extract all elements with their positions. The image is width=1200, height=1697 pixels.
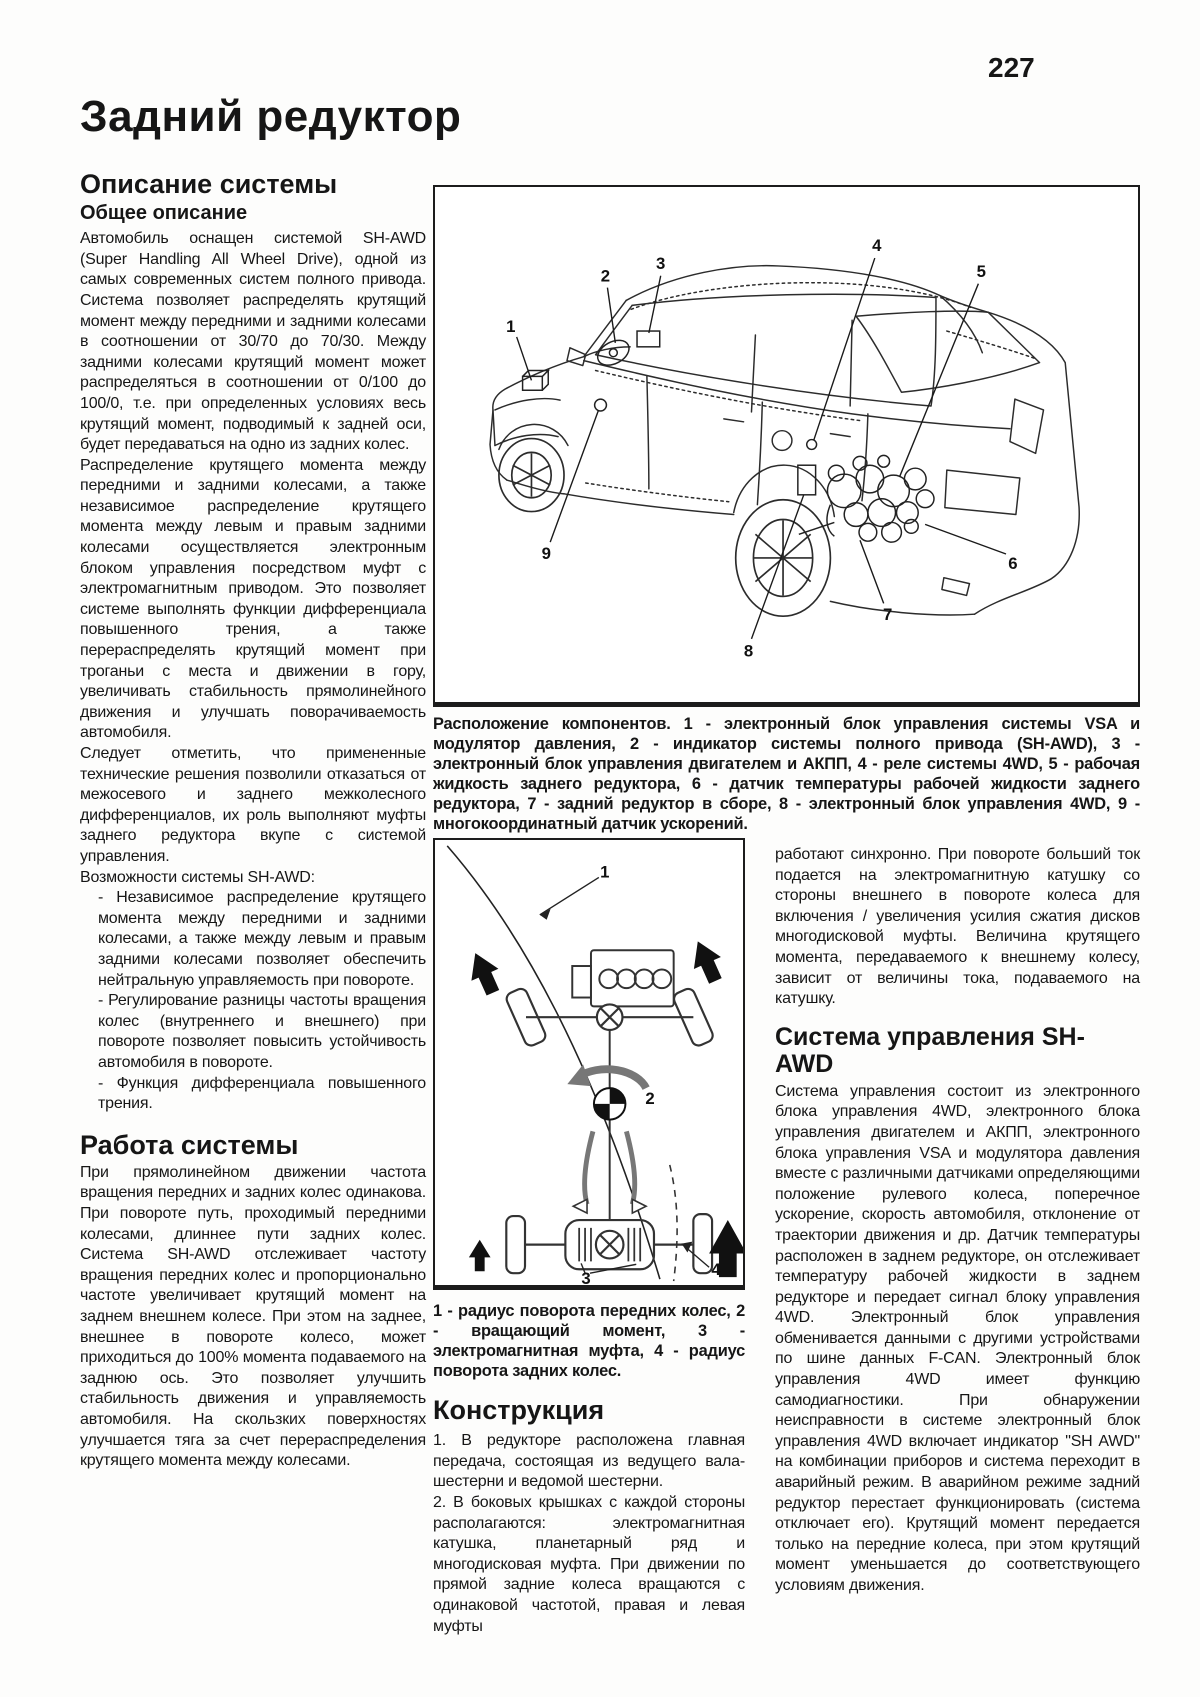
bullet-item: - Независимое распределение крутящего момента между передними и задними колесами, а также между левым и правым задними колесами позволяет обеспечить нейтральную управляемость при повороте.: [98, 889, 426, 989]
relay-marker: [807, 440, 817, 450]
heading-control-system: Система управления SH-AWD: [775, 1022, 1085, 1078]
car-body: [490, 266, 1079, 615]
figure1-caption-wrap: [433, 714, 1140, 834]
engine-block: [572, 950, 673, 1006]
heading-general-description: Общее описание: [80, 202, 248, 225]
engine-ecu-marker: [637, 331, 660, 347]
yaw-moment-symbol: [567, 1064, 646, 1119]
callout-1: 1: [506, 317, 516, 337]
page-title: Задний редуктор: [80, 92, 462, 141]
callout-7: 7: [882, 605, 893, 625]
callout-4: 4: [872, 236, 882, 256]
accel-sensor-marker: [595, 399, 607, 411]
callout-9: 9: [541, 543, 551, 563]
4wd-ecu-marker: [798, 465, 816, 495]
front-axle: [526, 1004, 693, 1030]
heading-construction: Конструкция: [433, 1395, 605, 1425]
figure1-caption: Расположение компонентов. 1 - электронный блок управления системы VSA и модулятор давления, 2 - индикатор системы полного привода (SH-AWD), 3 - электронный блок управления двигателем и АКПП, 4 - реле системы 4WD, 5 - рабочая жидкость заднего редуктора, 6 - датчик температуры рабочей жидкости заднего редуктора, 7 - задний редуктор в сборе, 8 - электронный блок управления 4WD, 9 - многокоординатный датчик ускорений.: [433, 715, 1140, 833]
schematic-numbers: [581, 862, 721, 1285]
schematic-label-1: 1: [600, 862, 610, 882]
schematic-label-4: 4: [711, 1260, 721, 1280]
front-right-arrow: [684, 935, 729, 987]
paragraph: При прямолинейном движении частота вращения передних и задних колес одинакова. При повороте путь, проходимый передними колесами, длиннее пути задних колес. Система SH-AWD отслеживает частоту вращения передних колес и пропорционально частоте увеличивает крутящий момент на заднем внешнем колесе. При этом на заднее, внешнее в повороте колесо, может приходиться до 100% момента подаваемого на заднюю ось. Это позволяет улучшить стабильность движения и управляемость автомобиля. На скользких поверхностях улучшается тяга за счет перераспределения крутящего момента между колесами.: [80, 1163, 426, 1470]
figure-turning-schematic: [433, 838, 745, 1290]
heading-system-operation: Работа системы: [80, 1129, 299, 1160]
rear-differential-cluster: [799, 455, 934, 542]
paragraph: 1. В редукторе расположена главная передача, состоящая из ведущего вала-шестерни и ведомой шестерни.: [433, 1432, 745, 1491]
rear-right-wheel: [693, 1214, 712, 1273]
rear-differential: [525, 1220, 693, 1269]
page-number: 227: [988, 52, 1035, 83]
drivetrain-schematic: [435, 840, 743, 1285]
label1-leader: [540, 877, 599, 919]
paragraph: Система управления состоит из электронного блока управления 4WD, электронного блока управления двигателем и АКПП, электронного блока управления VSA и модулятора давления вместе с различными датчиками определяющими положение рулевого колеса, поперечное ускорение, скорость автомобиля, отклонение от траектории движения и др. Датчик температуры расположен в заднем редукторе, он отслеживает температуру рабочей жидкости в заднем редукторе и передает сигнал блоку управления 4WD. Электронный блок управления обменивается данными с другими устройствами по шине данных F-CAN. Электронный блок управления 4WD имеет функцию самодиагностики. При обнаружении неисправности в системе электронный блок управления 4WD включает индикатор "SH AWD" на комбинации приборов и система переходит в аварийный режим. В аварийном режиме задний редуктор перестает функционировать (система отключает его). Крутящий момент передается только на передние колеса, при этом крутящий момент уменьшается до соответствующего условиям движения.: [775, 1082, 1140, 1594]
right-clutch-pack: [628, 1228, 640, 1261]
figure2-caption-wrap: [433, 1301, 745, 1381]
component-markers: [523, 331, 817, 495]
left-column: [80, 170, 426, 1472]
left-clutch-pack: [579, 1228, 591, 1261]
paragraph: Распределение крутящего момента между передними и задними колесами, а также независимое распределение крутящего момента между левым и правым задними колесами осуществляется электронным блоком управления посредством муфт с электромагнитным приводом. Это позволяет системе выполнять функции дифференциала повышенного трения, а также перераспределять крутящий момент при троганьи с места и движении в гору, увеличивать стабильность прямолинейного движения и улучшать поворачиваемость автомобиля.: [80, 456, 426, 742]
paragraph: Автомобиль оснащен системой SH-AWD (Super Handling All Wheel Drive), одной из самых современных систем полного привода. Система позволяет распределять крутящий момент между передними и задними колесами в соотношении от 30/70 до 70/30. Между задними колесами крутящий момент может распределяться в соотношении от 0/100 до 100/0, т.е. при определенных условиях весь крутящий момент, подводимый к задней оси, будет передаваться на одно из задних колес.: [80, 230, 426, 454]
construction-section: [433, 1396, 745, 1637]
rear-wheel: [736, 500, 831, 616]
label4-leader: [682, 1242, 710, 1268]
bullet-item: - Регулирование разницы частоты вращения колес (внутреннего и внешнего) при повороте позволяет повысить устойчивость автомобиля в повороте.: [98, 992, 426, 1071]
callout-2: 2: [600, 266, 611, 286]
callout-8: 8: [743, 641, 754, 661]
paragraph: Возможности системы SH-AWD:: [80, 868, 315, 886]
paragraph: Следует отметить, что примененные технические решения позволили отказаться от межосевого и заднего межколесного дифференциалов, их роль выполняют муфты заднего редуктора вкупе с системой управления.: [80, 745, 426, 865]
rear-left-wheel: [506, 1216, 525, 1273]
callout-numbers: [506, 236, 1018, 660]
schematic-label-2: 2: [645, 1088, 655, 1108]
right-column: [775, 845, 1140, 1597]
callout-5: 5: [976, 261, 987, 281]
rear-left-arrow: [469, 1240, 491, 1272]
car-diagram: [435, 187, 1138, 702]
figure2-caption: 1 - радиус поворота передних колес, 2 - вращающий момент, 3 - электромагнитная муфта, 4 - радиус поворота задних колес.: [433, 1302, 745, 1380]
rear-turn-radius-arc: [670, 1165, 677, 1281]
heading-system-description: Описание системы: [80, 169, 338, 199]
front-turn-radius-arc: [447, 846, 660, 1279]
schematic-label-3: 3: [581, 1269, 591, 1285]
figure-component-location: [433, 185, 1140, 707]
callout-3: 3: [656, 253, 666, 273]
callout-6: 6: [1008, 553, 1018, 573]
front-left-arrow: [462, 947, 507, 999]
paragraph: работают синхронно. При повороте больший ток подается на электромагнитную катушку со стороны внешнего в повороте колеса для включения / увеличения усилия сжатия дисков многодисковой муфты. Величина крутящего момента, передаваемого к внешнему колесу, зависит от величины тока, подаваемого на катушку.: [775, 846, 1140, 1008]
front-wheel: [499, 439, 564, 512]
bullet-item: - Функция дифференциала повышенного трения.: [98, 1074, 426, 1113]
paragraph: 2. В боковых крышках с каждой стороны располагаются: электромагнитная катушка, планетарный ряд и многодисковая муфта. При движении по прямой задние колеса вращаются с одинаковой частотой, правая и левая муфты: [433, 1493, 745, 1635]
